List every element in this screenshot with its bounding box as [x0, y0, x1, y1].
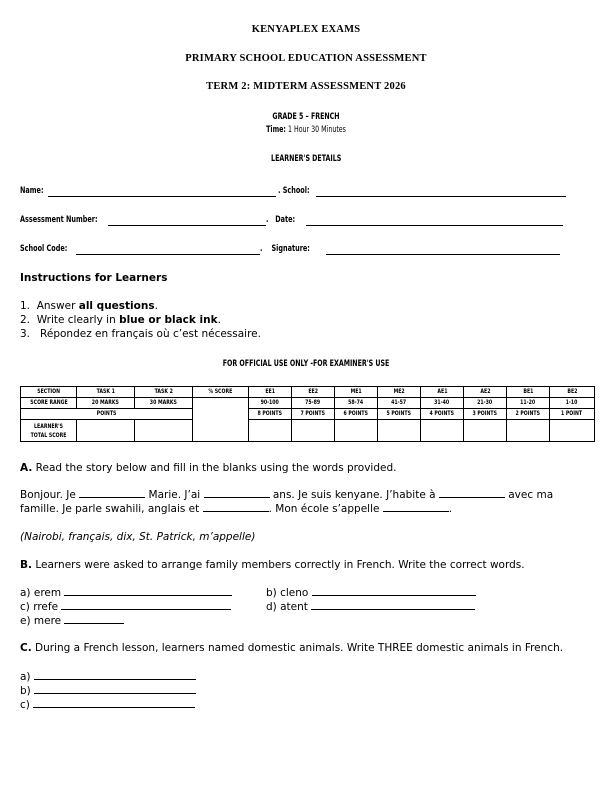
list-item: d) atent: [266, 601, 475, 613]
grade-text: GRADE 5 – FRENCH: [272, 112, 340, 122]
instruction-item: 1. Answer all questions.: [20, 300, 158, 312]
school-field[interactable]: [316, 196, 566, 197]
term-title: TERM 2: MIDTERM ASSESSMENT 2026: [206, 81, 406, 92]
section-b-question: B. Learners were asked to arrange family members correctly in French. Write the correct words.: [20, 559, 525, 571]
section-a-question: A. Read the story below and fill in the blanks using the words provided.: [20, 462, 397, 474]
score-table: [20, 386, 595, 442]
official-use-heading: FOR OFFICIAL USE ONLY -FOR EXAMINER'S USE: [222, 359, 390, 369]
list-item: c) rrefe: [20, 601, 231, 613]
date-label: . Date:: [266, 215, 296, 225]
school-label: . School:: [278, 186, 310, 196]
org-title: KENYAPLEX EXAMS: [251, 24, 361, 35]
instruction-item: 3. Répondez en français où c’est nécessaire.: [20, 328, 261, 340]
school-code-field[interactable]: [76, 254, 260, 255]
date-field[interactable]: [306, 225, 563, 226]
list-item: a): [20, 671, 196, 683]
table-row: POINTS 8 POINTS 7 POINTS 6 POINTS 5 POINTS 4 POINTS 3 POINTS 2 POINTS 1 POINT: [21, 409, 595, 420]
time-line: [0, 124, 612, 135]
school-code-label: School Code:: [20, 244, 68, 254]
section-c-question: C. During a French lesson, learners named domestic animals. Write THREE domestic animals in French.: [20, 642, 564, 654]
instructions-title: Instructions for Learners: [20, 272, 168, 284]
name-label: Name:: [20, 186, 44, 196]
table-row: SCORE RANGE 20 MARKS 30 MARKS 90-100 75-89 58-74 41-57 31-40 21-30 11-20 1-10: [21, 398, 595, 409]
learner-details-heading: LEARNER'S DETAILS: [270, 154, 342, 164]
story-line-1: Bonjour. Je Marie. J’ai ans. Je suis kenyane. J’habite à avec ma: [20, 489, 554, 501]
story-line-2: famille. Je parle swahili, anglais et . Mon école s’appelle .: [20, 503, 453, 515]
list-item: b) cleno: [266, 587, 476, 599]
assessment-number-field[interactable]: [108, 225, 266, 226]
instruction-item: 2. Write clearly in blue or black ink.: [20, 314, 221, 326]
signature-label: . Signature:: [260, 244, 310, 254]
time-value: 1 Hour 30 Minutes: [287, 125, 346, 135]
name-field[interactable]: [48, 196, 276, 197]
assessment-number-label: Assessment Number:: [20, 215, 98, 225]
list-item: e) mere: [20, 615, 124, 627]
table-row: LEARNER'S TOTAL SCORE: [21, 420, 595, 442]
grade-title: [0, 111, 612, 122]
list-item: a) erem: [20, 587, 232, 599]
list-item: c): [20, 699, 195, 711]
table-row: SECTION TASK 1 TASK 2 % SCORE EE1 EE2 ME1 ME2 AE1 AE2 BE1 BE2: [21, 387, 595, 398]
signature-field[interactable]: [326, 254, 560, 255]
list-item: b): [20, 685, 196, 697]
assessment-title: PRIMARY SCHOOL EDUCATION ASSESSMENT: [185, 53, 427, 64]
word-bank: (Nairobi, français, dix, St. Patrick, m’appelle): [20, 531, 256, 543]
time-label: Time:: [266, 125, 286, 135]
